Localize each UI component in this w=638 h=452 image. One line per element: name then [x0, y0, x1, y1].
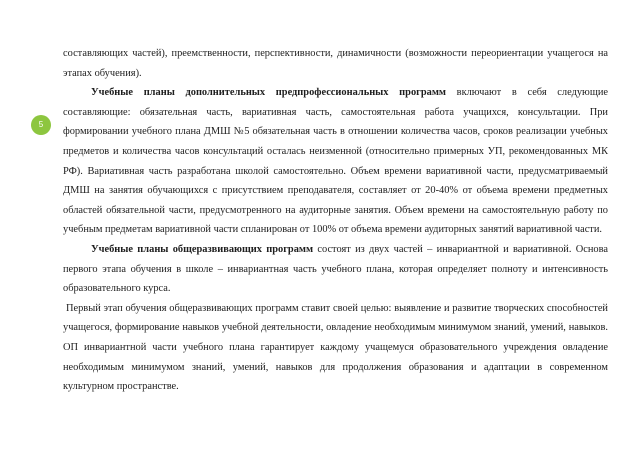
paragraph-4 [63, 299, 608, 397]
page-number-badge: 5 [31, 115, 51, 135]
paragraph-3-heading: Учебные планы общеразвивающих программ [91, 243, 314, 255]
paragraph-3 [63, 240, 608, 299]
paragraph-2-text: включают в себя следующие составляющие: обязательная часть, вариативная часть, самостоятельная работа учащихся, консультации. При формировании учебного плана ДМШ №5 обязательная часть в отношении количества часов, сроков реализации учебных предметов и количества часов консультаций осталась неизменной (относительно примерных УП, рекомендованных МК РФ). Вариативная часть разработана школой самостоятельно. Объем времени вариативной части, предусматриваемый ДМШ на занятия обучающихся с присутствием преподавателя, составляет от 20-40% от объема времени предметных областей обязательной части, предусмотренного на аудиторные занятия. Объем времени на самостоятельную работу по учебным предметам вариативной части спланирован от 100% от объема времени аудиторных занятий вариативной части. [63, 87, 608, 236]
paragraph-1 [63, 44, 608, 83]
paragraph-1-text: составляющих частей), преемственности, перспективности, динамичности (возможности переориентации учащегося на этапах обучения). [63, 48, 608, 79]
paragraph-4-text: Первый этап обучения общеразвивающих программ ставит своей целью: выявление и развитие творческих способностей учащегося, формирование навыков учебной деятельности, овладение необходимым минимумом знаний, умений, навыков. ОП инвариантной части учебного плана гарантирует каждому учащемуся образовательного учреждения овладение необходимым минимумом знаний, умений, навыков для продолжения образования и адаптации в современном культурном пространстве. [63, 302, 608, 393]
document-body [63, 44, 608, 397]
paragraph-3-text: состоят из двух частей – инвариантной и вариативной. Основа первого этапа обучения в школе – инвариантная часть учебного плана, которая определяет полноту и интенсивность образовательного курса. [63, 243, 608, 295]
paragraph-2 [63, 83, 608, 240]
paragraph-2-heading: Учебные планы дополнительных предпрофессиональных программ [91, 87, 446, 99]
